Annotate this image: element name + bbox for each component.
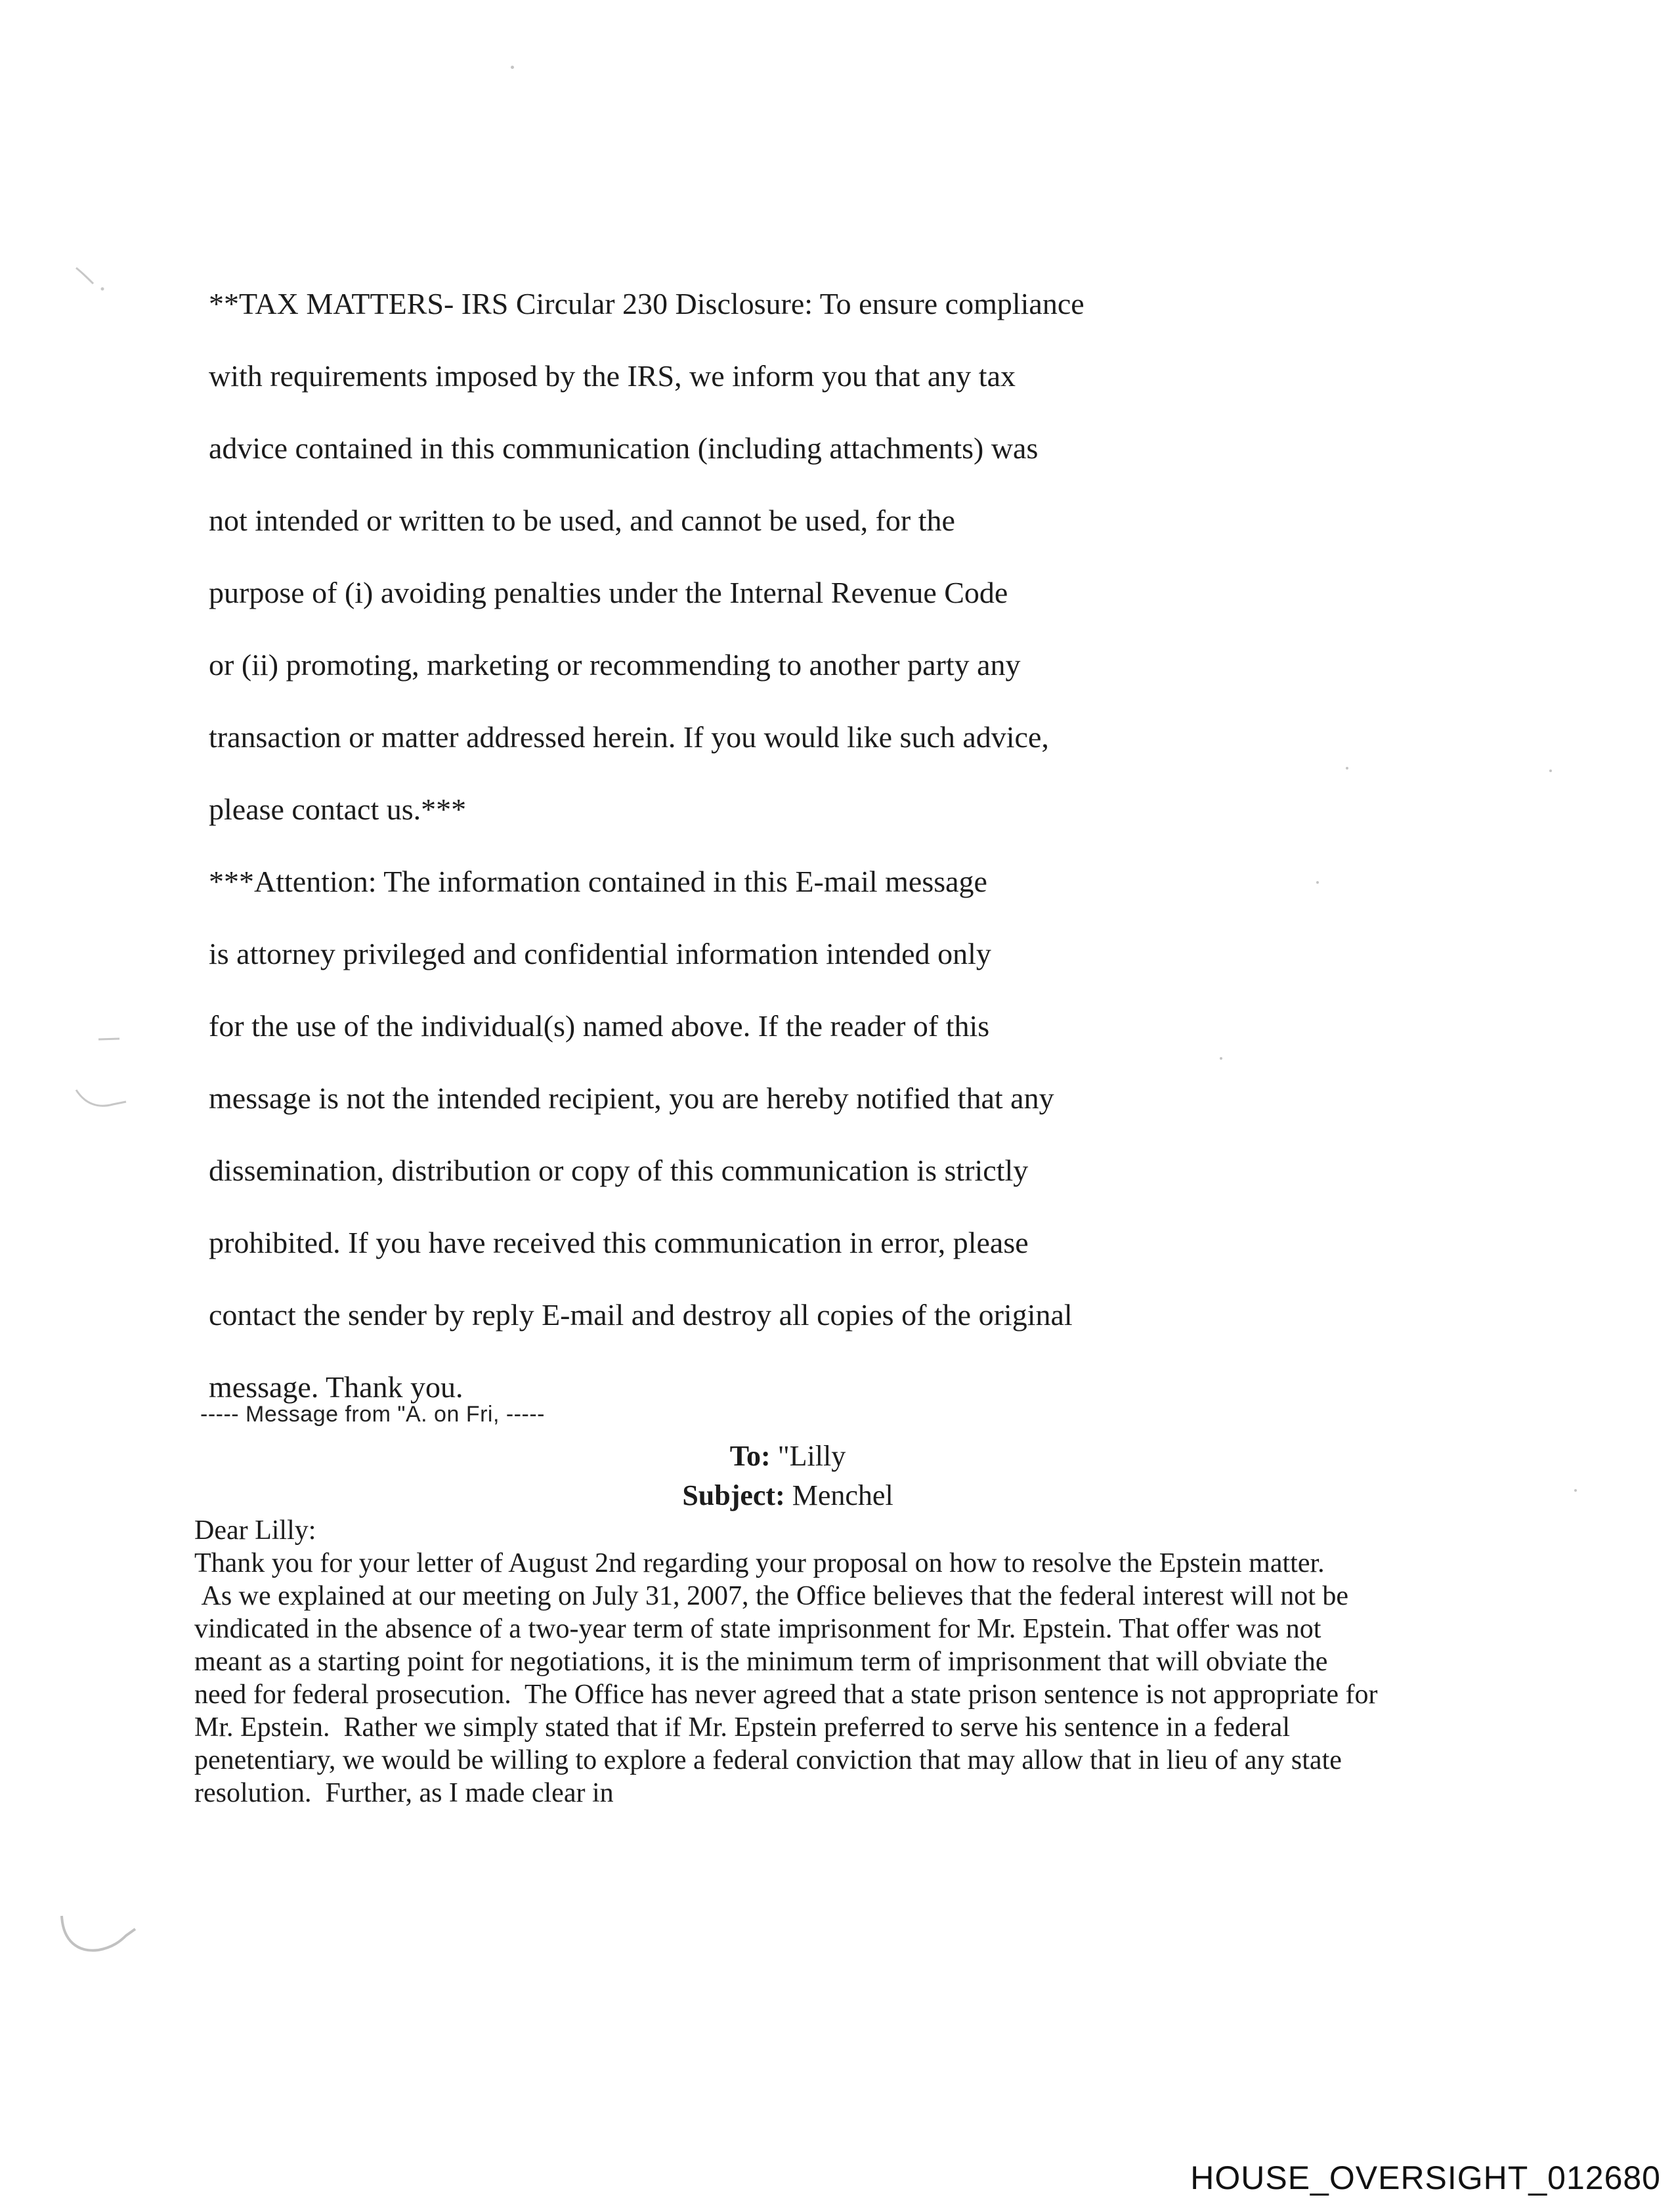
email-subject-line <box>197 1479 1379 1512</box>
attention-line: contact the sender by reply E-mail and destroy all copies of the original <box>209 1298 1073 1332</box>
attention-notice-block <box>209 846 1423 1423</box>
disclosure-line: or (ii) promoting, marketing or recommending to another party any <box>209 648 1021 682</box>
attention-line: prohibited. If you have received this communication in error, please <box>209 1226 1029 1259</box>
irs-disclosure-block <box>209 268 1423 846</box>
letter-paragraph: As we explained at our meeting on July 31, 2007, the Office believes that the federal interest will not be vindicated in the absence of a two-year term of state imprisonment for Mr. Epstein. That offer was not meant as a starting point for negotiations, it is the minimum term of imprisonment that will obviate the need for federal prosecution. The Office has never agreed that a state prison sentence is not appropriate for Mr. Epstein. Rather we simply stated that if Mr. Epstein preferred to serve his sentence in a federal penetentiary, we would be willing to explore a federal conviction that may allow that in lieu of any state resolution. Further, as I made clear in <box>194 1581 1385 1808</box>
scan-artifact <box>511 66 514 69</box>
letter-salutation: Dear Lilly: <box>194 1515 316 1546</box>
attention-line: ***Attention: The information contained in this E-mail message <box>209 865 987 898</box>
scan-artifact <box>1549 770 1552 772</box>
scan-artifact <box>58 1909 143 1962</box>
to-label: To: <box>729 1440 771 1472</box>
letter-body <box>194 1514 1383 1810</box>
scan-artifact <box>97 1036 123 1043</box>
disclosure-line: advice contained in this communication (including attachments) was <box>209 431 1039 465</box>
scan-artifact <box>74 264 113 295</box>
disclosure-line: please contact us.*** <box>209 792 467 826</box>
to-value: "Lilly <box>770 1440 846 1472</box>
bates-number: HOUSE_OVERSIGHT_012680 <box>1190 2159 1661 2196</box>
disclosure-line: transaction or matter addressed herein. If you would like such advice, <box>209 720 1049 754</box>
attention-line: dissemination, distribution or copy of this communication is strictly <box>209 1154 1029 1187</box>
attention-line: message is not the intended recipient, you are hereby notified that any <box>209 1081 1054 1115</box>
subject-value: Menchel <box>784 1479 893 1511</box>
attention-line: message. Thank you. <box>209 1370 463 1404</box>
scan-artifact <box>1574 1489 1577 1492</box>
subject-label: Subject: <box>682 1479 785 1511</box>
disclosure-line: not intended or written to be used, and cannot be used, for the <box>209 504 955 537</box>
attention-line: is attorney privileged and confidential information intended only <box>209 937 991 970</box>
disclosure-line: **TAX MATTERS- IRS Circular 230 Disclosure: To ensure compliance <box>209 287 1084 320</box>
attention-line: for the use of the individual(s) named above. If the reader of this <box>209 1009 990 1043</box>
email-to-line <box>197 1439 1379 1473</box>
letter-paragraph: Thank you for your letter of August 2nd regarding your proposal on how to resolve the Epstein matter. <box>194 1548 1325 1578</box>
disclosure-line: with requirements imposed by the IRS, we inform you that any tax <box>209 359 1016 393</box>
disclosure-line: purpose of (i) avoiding penalties under the Internal Revenue Code <box>209 576 1008 609</box>
scan-artifact <box>74 1085 133 1114</box>
message-separator: ----- Message from "A. on Fri, ----- <box>200 1402 545 1427</box>
